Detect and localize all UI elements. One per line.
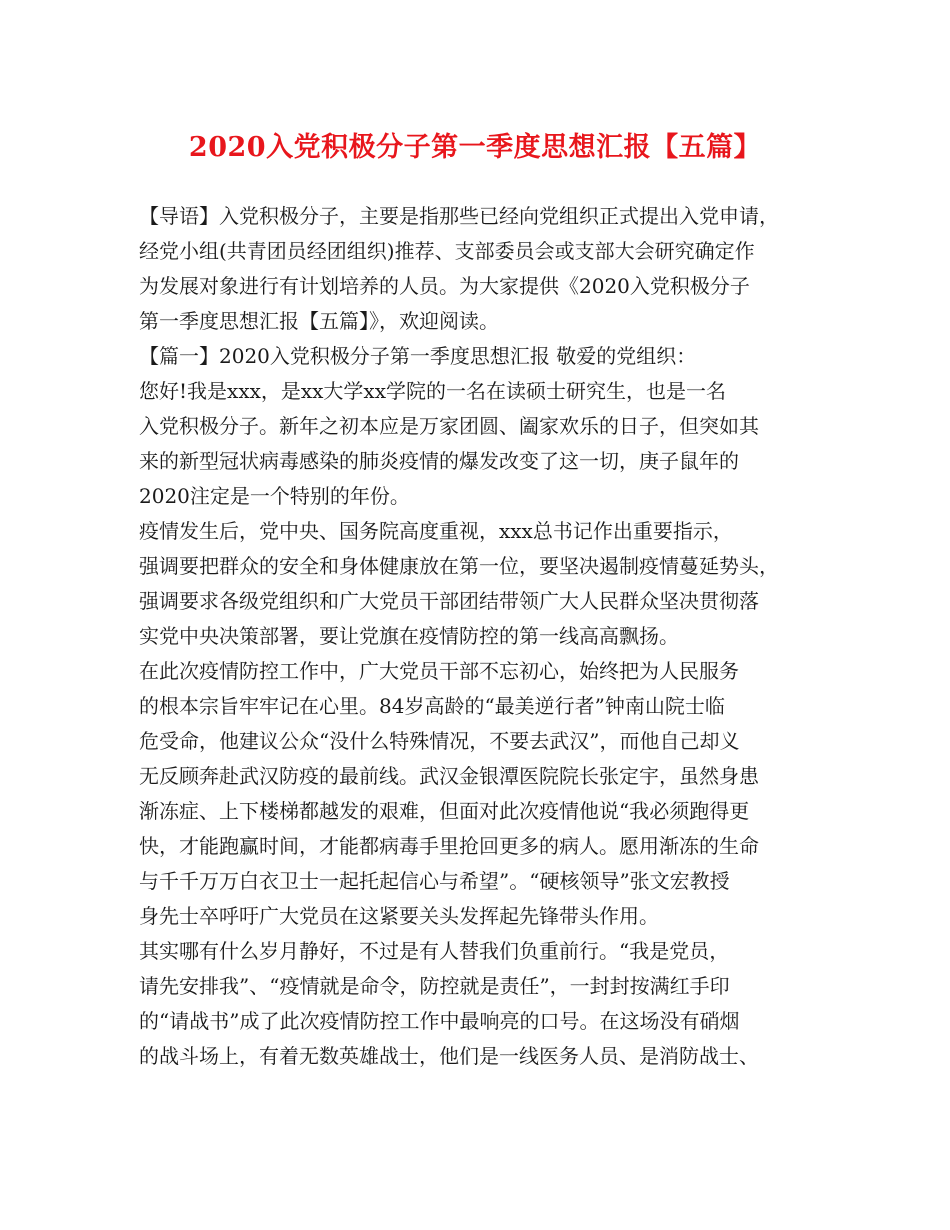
text-line: 的战斗场上，有着无数英雄战士，他们是一线医务人员、是消防战士、	[139, 1044, 759, 1068]
text-line: 与千千万万白衣卫士一起托起信心与希望”。“硬核领导”张文宏教授	[139, 869, 730, 893]
paragraph	[139, 199, 819, 339]
text-line: 来的新型冠状病毒感染的肺炎疫情的爆发改变了这一切，庚子鼠年的	[139, 449, 739, 473]
text-line: 身先士卒呼吁广大党员在这紧要关头发挥起先锋带头作用。	[139, 904, 659, 928]
text-line: 第一季度思想汇报【五篇】》，欢迎阅读。	[139, 309, 499, 333]
text-line: 强调要求各级党组织和广大党员干部团结带领广大人民群众坚决贯彻落	[139, 589, 759, 613]
paragraph	[139, 654, 819, 934]
paragraph	[139, 514, 819, 654]
text-line: 的“请战书”成了此次疫情防控工作中最响亮的口号。在这场没有硝烟	[139, 1009, 740, 1033]
document-body	[139, 199, 819, 1074]
text-line: 请先安排我”、“疫情就是命令，防控就是责任”，一封封按满红手印	[139, 974, 730, 998]
text-line: 【篇一】2020入党积极分子第一季度思想汇报 敬爱的党组织：	[139, 344, 697, 368]
paragraph	[139, 339, 819, 374]
text-line: 2020注定是一个特别的年份。	[139, 484, 410, 508]
text-line: 您好!我是xxx，是xx大学xx学院的一名在读硕士研究生，也是一名	[139, 379, 726, 403]
text-line: 入党积极分子。新年之初本应是万家团圆、阖家欢乐的日子，但突如其	[139, 414, 759, 438]
text-line: 实党中央决策部署，要让党旗在疫情防控的第一线高高飘扬。	[139, 624, 679, 648]
paragraph	[139, 934, 819, 1074]
text-line: 其实哪有什么岁月静好，不过是有人替我们负重前行。“我是党员，	[139, 939, 730, 963]
text-line: 渐冻症、上下楼梯都越发的艰难，但面对此次疫情他说“我必须跑得更	[139, 799, 750, 823]
text-line: 在此次疫情防控工作中，广大党员干部不忘初心，始终把为人民服务	[139, 659, 739, 683]
text-line: 经党小组(共青团员经团组织)推荐、支部委员会或支部大会研究确定作	[139, 239, 755, 263]
text-line: 【导语】入党积极分子，主要是指那些已经向党组织正式提出入党申请，	[139, 204, 779, 228]
text-line: 快，才能跑赢时间，才能都病毒手里抢回更多的病人。愿用渐冻的生命	[139, 834, 759, 858]
text-line: 疫情发生后，党中央、国务院高度重视，xxx总书记作出重要指示，	[139, 519, 733, 543]
paragraph	[139, 374, 819, 514]
text-line: 为发展对象进行有计划培养的人员。为大家提供《2020入党积极分子	[139, 274, 750, 298]
text-line: 强调要把群众的安全和身体健康放在第一位，要坚决遏制疫情蔓延势头，	[139, 554, 779, 578]
text-line: 无反顾奔赴武汉防疫的最前线。武汉金银潭医院院长张定宇，虽然身患	[139, 764, 759, 788]
text-line: 危受命，他建议公众“没什么特殊情况，不要去武汉”，而他自己却义	[139, 729, 740, 753]
document-title: 2020入党积极分子第一季度思想汇报【五篇】	[188, 132, 762, 163]
text-line: 的根本宗旨牢牢记在心里。84岁高龄的“最美逆行者”钟南山院士临	[139, 694, 725, 718]
